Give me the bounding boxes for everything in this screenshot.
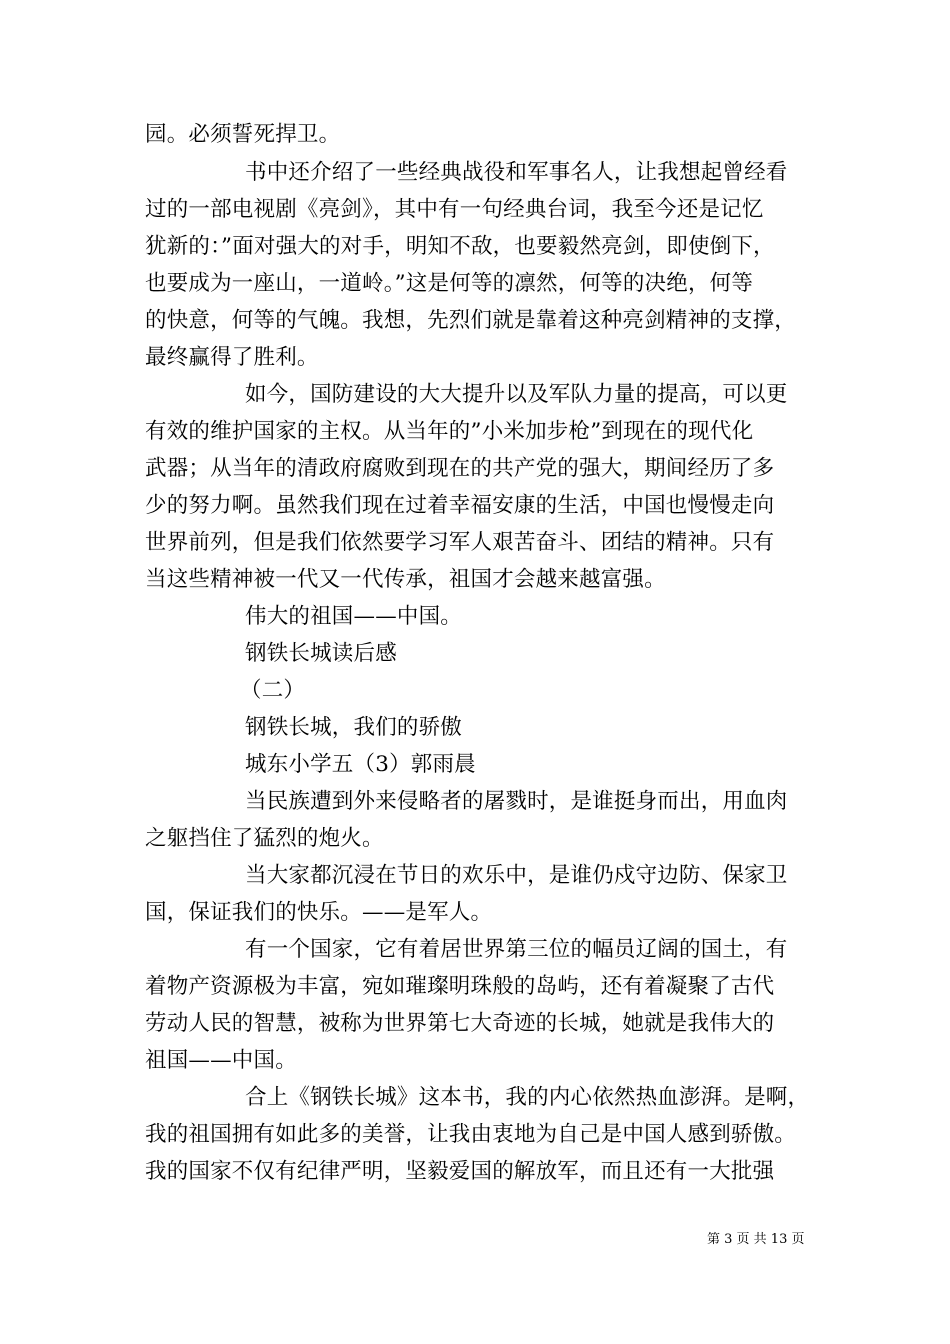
paragraph-line: 最终赢得了胜利。 [145, 345, 319, 370]
paragraph-line: 国，保证我们的快乐。——是军人。 [145, 900, 493, 925]
paragraph-line: 有一个国家，它有着居世界第三位的幅员辽阔的国土，有 [245, 937, 788, 962]
paragraph-line: 的快意，何等的气魄。我想，先烈们就是靠着这种亮剑精神的支撑， [145, 308, 797, 333]
paragraph-line: 有效的维护国家的主权。从当年的”小米加步枪”到现在的现代化 [145, 419, 754, 444]
paragraph-line: 武器；从当年的清政府腐败到现在的共产党的强大，期间经历了多 [145, 456, 775, 481]
paragraph-line: 劳动人民的智慧，被称为世界第七大奇迹的长城，她就是我伟大的 [145, 1011, 775, 1036]
page-number: 第 3 页 共 13 页 [707, 1232, 805, 1247]
paragraph-line: 过的一部电视剧《亮剑》，其中有一句经典台词，我至今还是记忆 [145, 197, 764, 222]
paragraph-line: 祖国——中国。 [145, 1048, 297, 1073]
paragraph-line: 我的祖国拥有如此多的美誉，让我由衷地为自己是中国人感到骄傲。 [145, 1122, 797, 1147]
paragraph-line: 着物产资源极为丰富，宛如璀璨明珠般的岛屿，还有着凝聚了古代 [145, 974, 775, 999]
paragraph-line: 当大家都沉浸在节日的欢乐中，是谁仍戍守边防、保家卫 [245, 863, 788, 888]
section-number: （二） [240, 678, 306, 703]
paragraph-line: 世界前列，但是我们依然要学习军人艰苦奋斗、团结的精神。只有 [145, 530, 775, 555]
paragraph-line: 伟大的祖国——中国。 [245, 604, 463, 629]
article-title: 钢铁长城，我们的骄傲 [245, 715, 463, 740]
paragraph-line: 如今，国防建设的大大提升以及军队力量的提高，可以更 [245, 382, 788, 407]
paragraph-line: 园。必须誓死捍卫。 [145, 122, 341, 147]
paragraph-line: 之躯挡住了猛烈的炮火。 [145, 826, 384, 851]
paragraph-line: 犹新的：”面对强大的对手，明知不敌，也要毅然亮剑，即使倒下， [145, 234, 775, 259]
paragraph-line: 也要成为一座山，一道岭。”这是何等的凛然，何等的决绝，何等 [145, 271, 754, 296]
section-title: 钢铁长城读后感 [245, 641, 397, 666]
paragraph-line: 当民族遭到外来侵略者的屠戮时，是谁挺身而出，用血肉 [245, 789, 788, 814]
paragraph-line: 书中还介绍了一些经典战役和军事名人，让我想起曾经看 [245, 160, 788, 185]
paragraph-line: 我的国家不仅有纪律严明，坚毅爱国的解放军，而且还有一大批强 [145, 1159, 775, 1184]
paragraph-line: 合上《钢铁长城》这本书，我的内心依然热血澎湃。是啊， [245, 1085, 810, 1110]
paragraph-line: 少的努力啊。虽然我们现在过着幸福安康的生活，中国也慢慢走向 [145, 493, 775, 518]
paragraph-line: 当这些精神被一代又一代传承，祖国才会越来越富强。 [145, 567, 666, 592]
author-line: 城东小学五（3）郭雨晨 [245, 752, 476, 777]
